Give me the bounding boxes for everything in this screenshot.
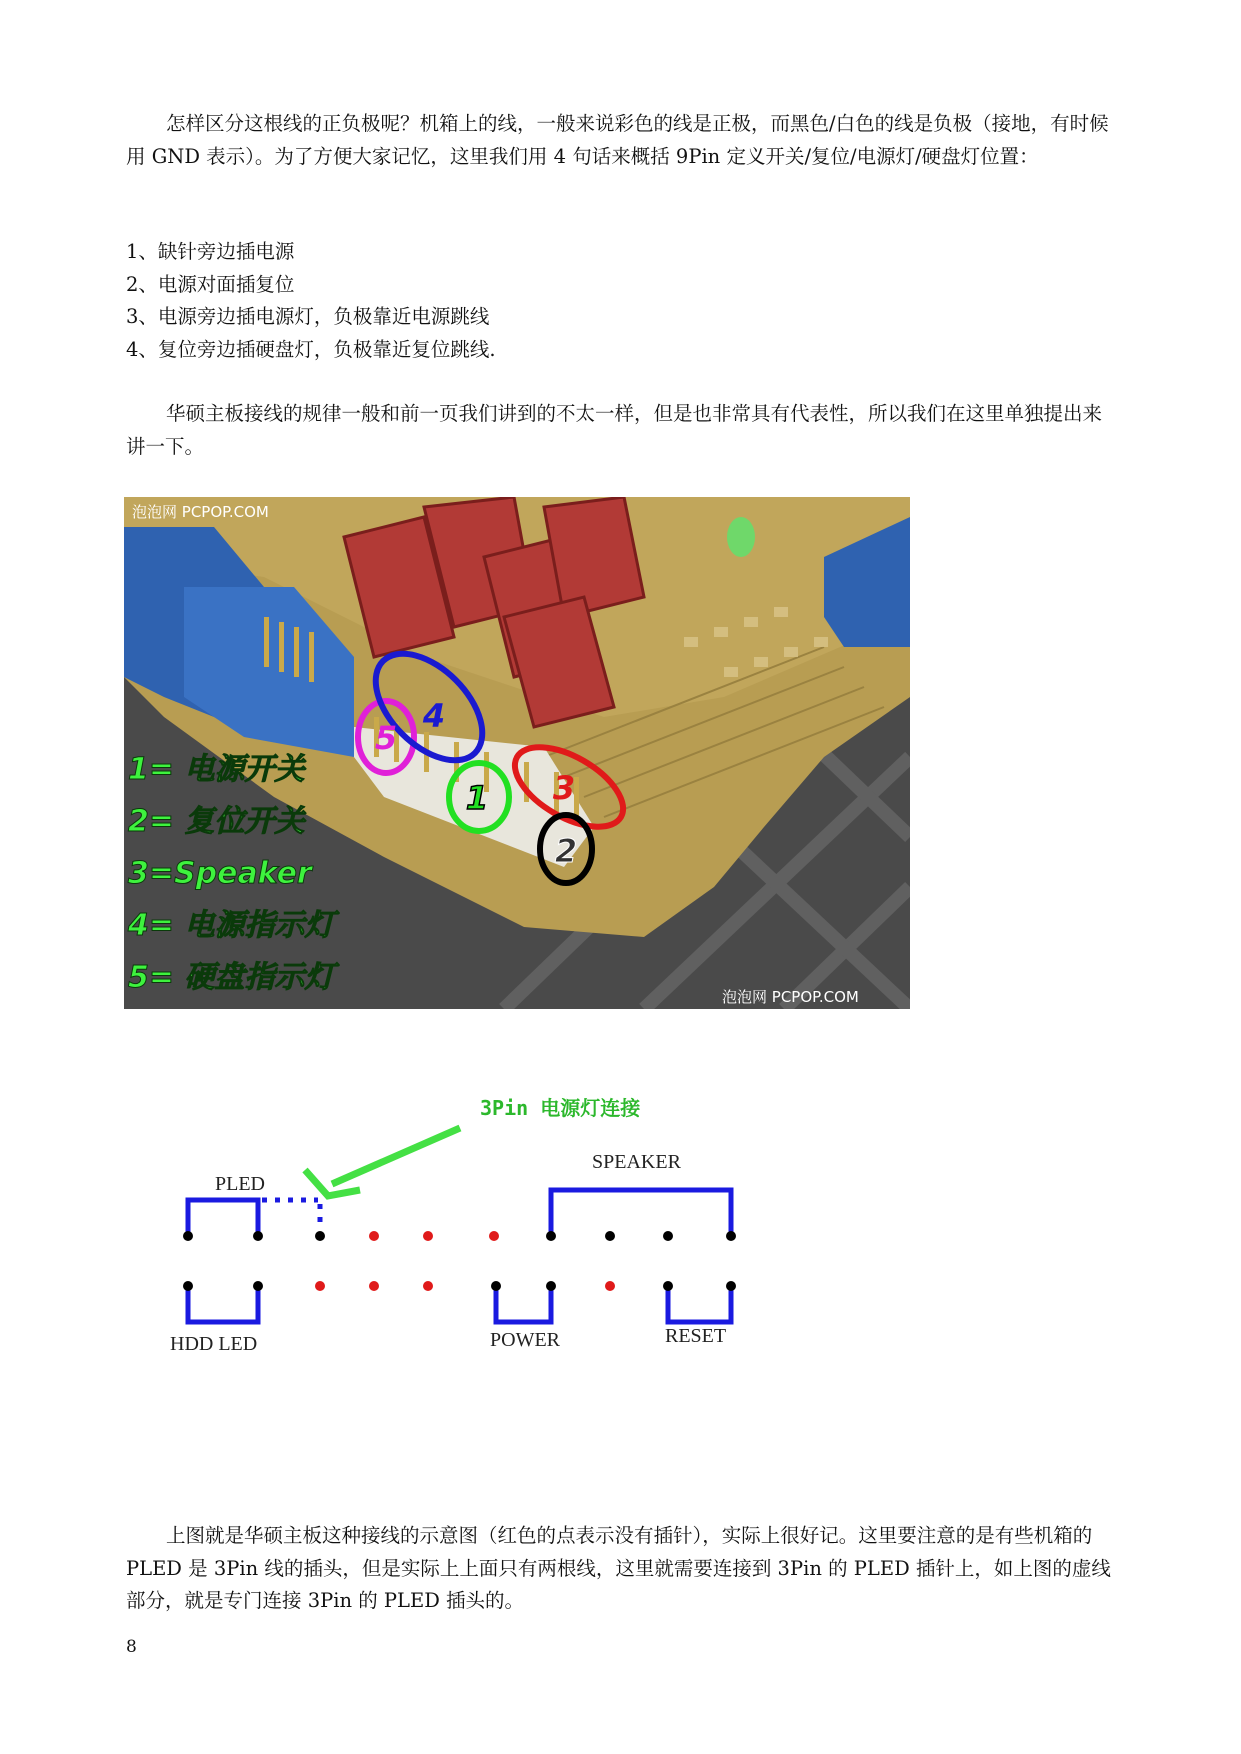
list-item: 2、电源对面插复位 — [126, 272, 295, 296]
motherboard-photo — [124, 497, 910, 1009]
circle-number: 3 — [552, 769, 576, 807]
top-pin-row — [183, 1231, 736, 1241]
circle-number: 5 — [374, 719, 398, 757]
legend-item: 2= 复位开关 — [128, 804, 305, 839]
callout-label: 3Pin 电源灯连接 — [480, 1096, 641, 1120]
circle-number: 1 — [465, 779, 489, 817]
circle-number: 4 — [422, 697, 446, 735]
list-item: 1、缺针旁边插电源 — [126, 240, 295, 263]
arrow-icon — [332, 1128, 460, 1184]
label-reset: RESET — [665, 1325, 727, 1347]
legend-item: 1= 电源开关 — [128, 752, 305, 787]
hdd-led-bracket — [188, 1288, 258, 1322]
label-speaker: SPEAKER — [592, 1151, 681, 1173]
legend-item: 4= 电源指示灯 — [128, 908, 335, 943]
list-item: 3、电源旁边插电源灯，负极靠近电源跳线 — [126, 305, 490, 328]
paragraph-asus: 华硕主板接线的规律一般和前一页我们讲到的不太一样，但是也非常具有代表性，所以我们在这里单独提出来讲一下。 — [126, 402, 1103, 458]
circle-number: 2 — [554, 832, 578, 870]
page-number: 8 — [126, 1637, 137, 1657]
bottom-pin-row — [183, 1281, 736, 1291]
legend-item: 5= 硬盘指示灯 — [128, 960, 335, 995]
paragraph-intro: 怎样区分这根线的正负极呢？机箱上的线，一般来说彩色的线是正极，而黑色/白色的线是负极（接地，有时候用 GND 表示）。为了方便大家记忆，这里我们用 4 句话来概括 9Pin 定义开关/复位/电源灯/硬盘灯位置： — [126, 112, 1109, 168]
label-hdd-led: HDD LED — [170, 1333, 258, 1355]
pin-header-diagram — [160, 1090, 760, 1390]
watermark-bottom: 泡泡网 PCPOP.COM — [722, 988, 859, 1006]
label-pled: PLED — [215, 1173, 265, 1195]
mnemonic-list — [126, 236, 496, 366]
pled-bracket — [188, 1200, 258, 1233]
paragraph-explanation: 上图就是华硕主板这种接线的示意图（红色的点表示没有插针），实际上很好记。这里要注意的是有些机箱的 PLED 是 3Pin 线的插头，但是实际上上面只有两根线，这里就需要连接到 3Pin 的 PLED 插针上，如上图的虚线部分，就是专门连接 3Pin 的 PLED 插头的。 — [126, 1524, 1111, 1612]
speaker-bracket — [551, 1190, 731, 1233]
label-power: POWER — [490, 1329, 560, 1351]
list-item: 4、复位旁边插硬盘灯，负极靠近复位跳线. — [126, 337, 496, 361]
legend-item: 3=Speaker — [128, 856, 312, 891]
reset-bracket — [668, 1288, 731, 1322]
watermark-top: 泡泡网 PCPOP.COM — [132, 503, 269, 521]
power-bracket — [496, 1288, 551, 1322]
